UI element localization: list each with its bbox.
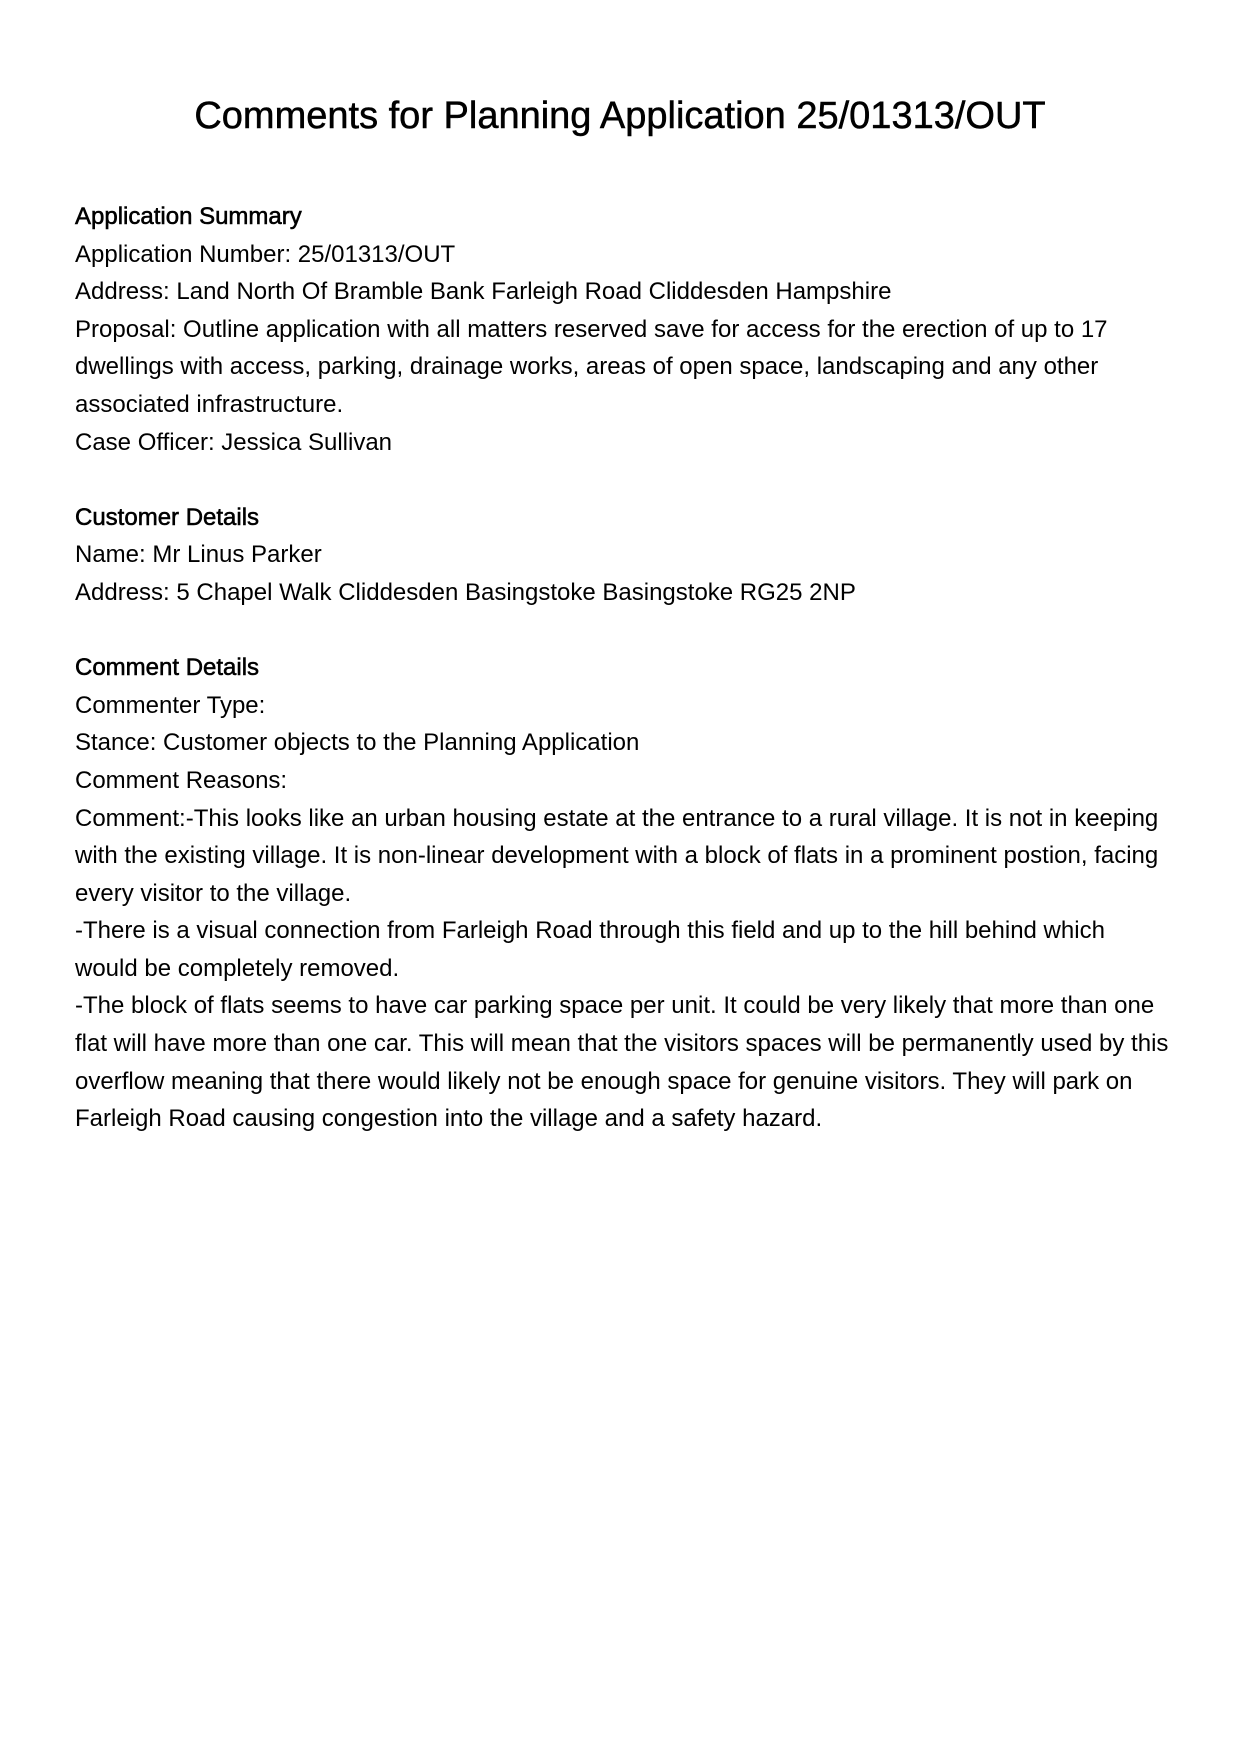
comment-details-heading: Comment Details — [75, 654, 260, 682]
commenter-type: Commenter Type: — [75, 691, 266, 719]
comment-paragraph: -The block of flats seems to have car parking space per unit. It could be very likely that more than one flat will have more than one car. This will mean that the visitors spaces will be permanently used by this overflow meaning that there would likely not be enough space for genuine visitors. They will park on Farleigh Road causing congestion into the village and a safety hazard. — [75, 992, 1169, 1133]
comment-stance: Stance: Customer objects to the Planning Application — [75, 729, 640, 757]
comment-reasons: Comment Reasons: — [75, 766, 288, 794]
customer-details-section — [75, 499, 1170, 612]
comment-paragraph: Comment:-This looks like an urban housing estate at the entrance to a rural village. It is not in keeping with the existing village. It is non-linear development with a block of flats in a prominent postion, facing every visitor to the village. — [75, 804, 1159, 907]
customer-details-heading: Customer Details — [75, 503, 260, 531]
application-summary-heading: Application Summary — [75, 203, 302, 230]
case-officer: Case Officer: Jessica Sullivan — [75, 428, 393, 456]
application-proposal: Proposal: Outline application with all matters reserved save for access for the erection of up to 17 dwellings with access, parking, drainage works, areas of open space, landscaping and any other associated infrastructure. — [75, 315, 1108, 418]
customer-name: Name: Mr Linus Parker — [75, 541, 322, 569]
comment-paragraph: -There is a visual connection from Farleigh Road through this field and up to the hill behind which would be completely removed. — [75, 917, 1105, 982]
application-address: Address: Land North Of Bramble Bank Farleigh Road Cliddesden Hampshire — [75, 278, 892, 306]
application-number: Application Number: 25/01313/OUT — [75, 240, 456, 268]
comment-details-section — [75, 649, 1170, 1138]
document-body — [75, 198, 1170, 1175]
page-title: Comments for Planning Application 25/01313/OUT — [194, 95, 1046, 137]
application-summary-section — [75, 198, 1170, 461]
customer-address: Address: 5 Chapel Walk Cliddesden Basingstoke Basingstoke RG25 2NP — [75, 578, 856, 606]
